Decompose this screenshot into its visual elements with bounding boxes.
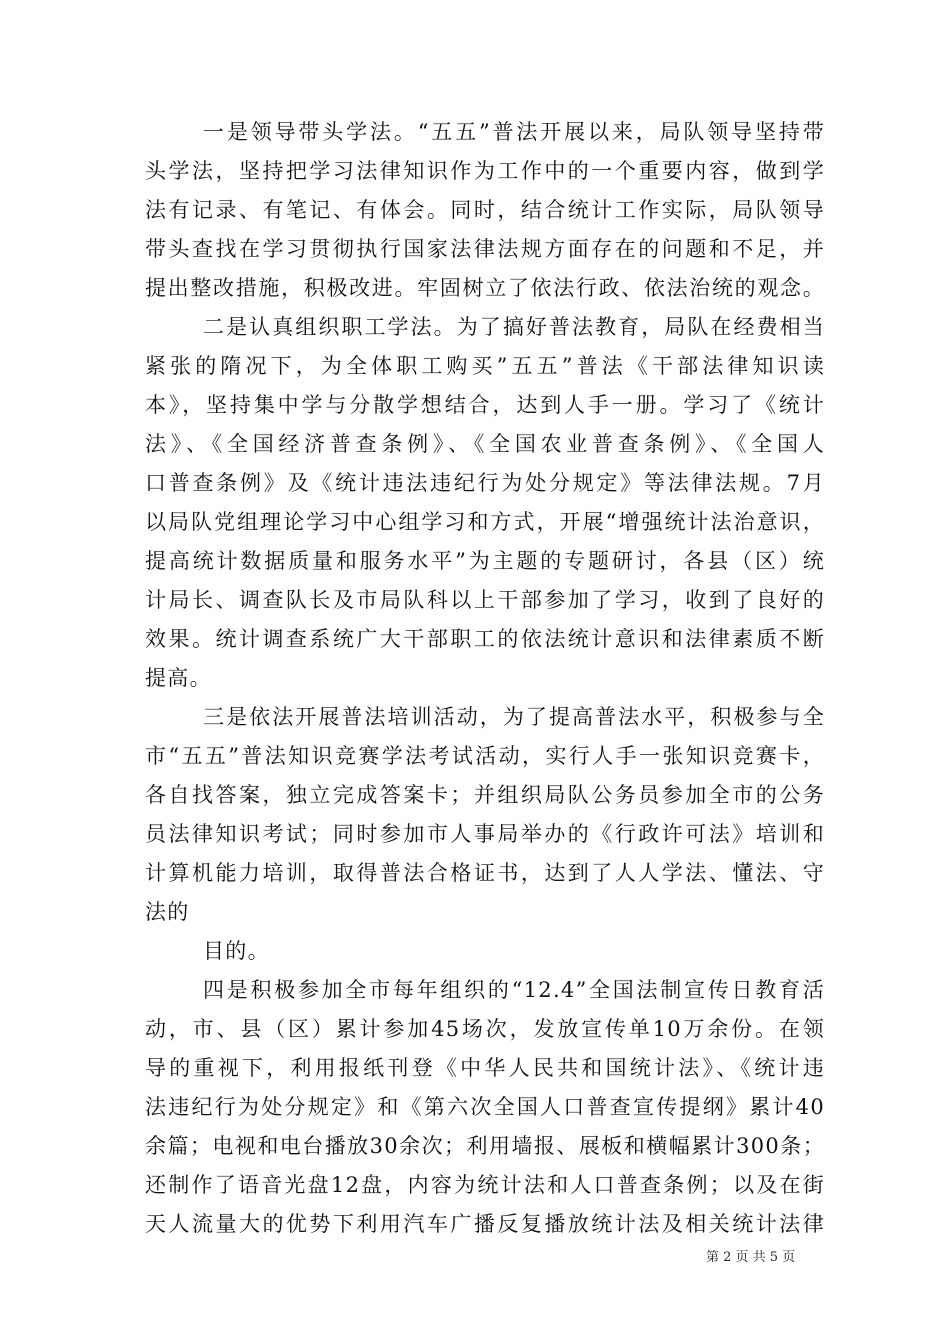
- paragraph-2-line-5: 口普查条例》及《统计违法违纪行为处分规定》等法律法规。7月: [145, 471, 825, 495]
- paragraph-1-line-2: 头学法，坚持把学习法律知识作为工作中的一个重要内容，做到学: [145, 159, 825, 183]
- paragraph-5-line-7: 天人流量大的优势下利用汽车广播反复播放统计法及相关统计法律: [145, 1212, 825, 1236]
- paragraph-2-line-1: 二是认真组织职工学法。为了搞好普法教育，局队在经费相当: [203, 315, 825, 339]
- paragraph-5-line-2: 动，市、县（区）累计参加45场次，发放宣传单10万余份。在领: [145, 1017, 825, 1041]
- paragraph-3-line-6: 法的: [145, 900, 190, 924]
- paragraph-2-line-4: 法》、《全国经济普查条例》、《全国农业普查条例》、《全国人: [145, 432, 825, 456]
- paragraph-5-line-3: 导的重视下，利用报纸刊登《中华人民共和国统计法》、《统计违: [145, 1056, 825, 1080]
- paragraph-5-line-5: 余篇；电视和电台播放30余次；利用墙报、展板和横幅累计300条；: [145, 1134, 825, 1158]
- paragraph-5-line-6: 还制作了语音光盘12盘，内容为统计法和人口普查条例；以及在街: [145, 1173, 825, 1197]
- paragraph-1-line-5: 提出整改措施，积极改进。牢固树立了依法行政、依法治统的观念。: [145, 276, 825, 300]
- paragraph-2-line-2: 紧张的隋况下，为全体职工购买”五五”普法《干部法律知识读: [145, 354, 825, 378]
- paragraph-4-line-1: 目的。: [203, 939, 270, 963]
- paragraph-1-line-4: 带头查找在学习贯彻执行国家法律法规方面存在的问题和不足，并: [145, 237, 825, 261]
- paragraph-2-line-7: 提高统计数据质量和服务水平”为主题的专题研讨，各县（区）统: [145, 549, 825, 573]
- paragraph-1-line-1: 一是领导带头学法。“五五”普法开展以来，局队领导坚持带: [203, 120, 825, 144]
- paragraph-3-line-4: 员法律知识考试；同时参加市人事局举办的《行政许可法》培训和: [145, 822, 825, 846]
- paragraph-3-line-2: 市“五五”普法知识竞赛学法考试活动，实行人手一张知识竞赛卡，: [145, 744, 825, 768]
- page-number-footer: 第 2 页 共 5 页: [706, 1250, 796, 1265]
- paragraph-2-line-3: 本》，坚持集中学与分散学想结合，达到人手一册。学习了《统计: [145, 393, 825, 417]
- paragraph-1-line-3: 法有记录、有笔记、有体会。同时，结合统计工作实际，局队领导: [145, 198, 825, 222]
- paragraph-3-line-3: 各自找答案，独立完成答案卡；并组织局队公务员参加全市的公务: [145, 783, 825, 807]
- paragraph-2-line-10: 提高。: [145, 666, 212, 690]
- paragraph-3-line-1: 三是依法开展普法培训活动，为了提高普法水平，积极参与全: [203, 705, 825, 729]
- paragraph-5-line-4: 法违纪行为处分规定》和《第六次全国人口普查宣传提纲》累计40: [145, 1095, 825, 1119]
- paragraph-3-line-5: 计算机能力培训，取得普法合格证书，达到了人人学法、懂法、守: [145, 861, 825, 885]
- paragraph-2-line-8: 计局长、调查队长及市局队科以上干部参加了学习，收到了良好的: [145, 588, 825, 612]
- paragraph-2-line-6: 以局队党组理论学习中心组学习和方式，开展“增强统计法治意识，: [145, 510, 825, 534]
- paragraph-5-line-1: 四是积极参加全市每年组织的“12.4”全国法制宣传日教育活: [203, 978, 825, 1002]
- paragraph-2-line-9: 效果。统计调查系统广大干部职工的依法统计意识和法律素质不断: [145, 627, 825, 651]
